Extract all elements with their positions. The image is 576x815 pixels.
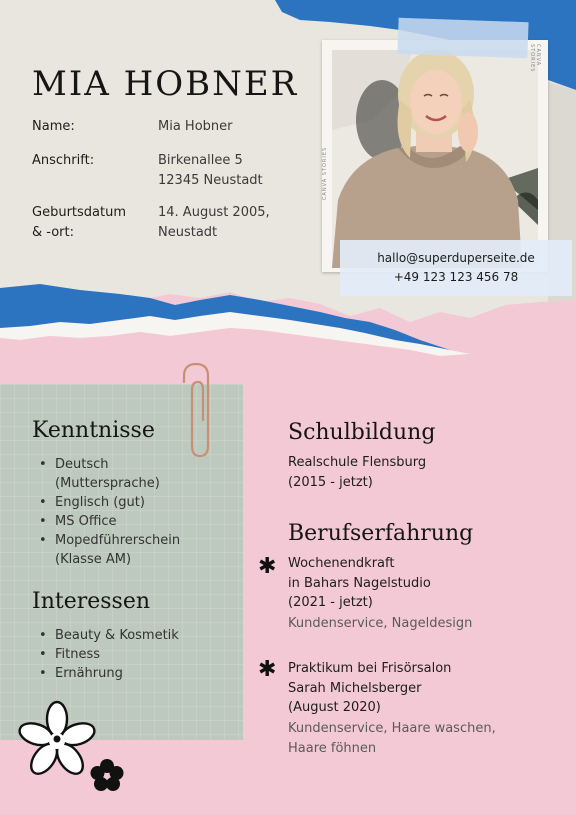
job-details: Kundenservice, Haare waschen, Haare föhnen [288, 721, 496, 756]
job-role: Wochenendkraft in Bahars Nagelstudio (2021 - jetzt) [288, 556, 431, 610]
skill-item: • Englisch (gut) [38, 493, 180, 512]
experience-title: Berufserfahrung [288, 521, 474, 546]
skills-title: Kenntnisse [32, 418, 155, 443]
contact-email[interactable]: hallo@superduperseite.de [377, 251, 535, 265]
photo-caption-left: CANVA STORIES [322, 146, 328, 200]
contact-phone[interactable]: +49 123 123 456 78 [393, 270, 519, 284]
interests-title: Interessen [32, 589, 151, 614]
profile-photo [332, 50, 538, 268]
asterisk-icon: ✱ [258, 657, 277, 682]
skill-item: • Deutsch (Muttersprache) [38, 455, 180, 493]
info-label-address: Anschrift: [32, 153, 95, 168]
education-title: Schulbildung [288, 420, 436, 445]
page-title: MIA HOBNER [32, 64, 299, 104]
skills-list [38, 455, 180, 569]
asterisk-icon: ✱ [258, 554, 277, 579]
flower-outline-icon [16, 700, 98, 782]
photo-tape [397, 18, 528, 59]
photo-caption-right: CANVA STORIES [529, 44, 541, 73]
skill-item: • Mopedführerschein (Klasse AM) [38, 531, 180, 569]
flower-filled-icon [88, 757, 126, 795]
paperclip-icon [170, 360, 220, 460]
job-details: Kundenservice, Nageldesign [288, 616, 473, 631]
job-role: Praktikum bei Frisörsalon Sarah Michelsberger (August 2020) [288, 661, 452, 715]
contact-box [340, 240, 572, 296]
info-value-name: Mia Hobner [158, 119, 233, 134]
info-label-name: Name: [32, 119, 75, 134]
education-school: Realschule Flensburg (2015 - jetzt) [288, 455, 427, 490]
skill-item: • MS Office [38, 512, 180, 531]
interest-item: • Ernährung [38, 664, 179, 683]
interest-item: • Beauty & Kosmetik [38, 626, 179, 645]
interest-item: • Fitness [38, 645, 179, 664]
info-value-address: Birkenallee 5 12345 Neustadt [158, 153, 263, 188]
info-value-birth: 14. August 2005, Neustadt [158, 205, 270, 240]
interests-list [38, 626, 179, 683]
info-label-birth: Geburtsdatum & -ort: [32, 205, 126, 240]
